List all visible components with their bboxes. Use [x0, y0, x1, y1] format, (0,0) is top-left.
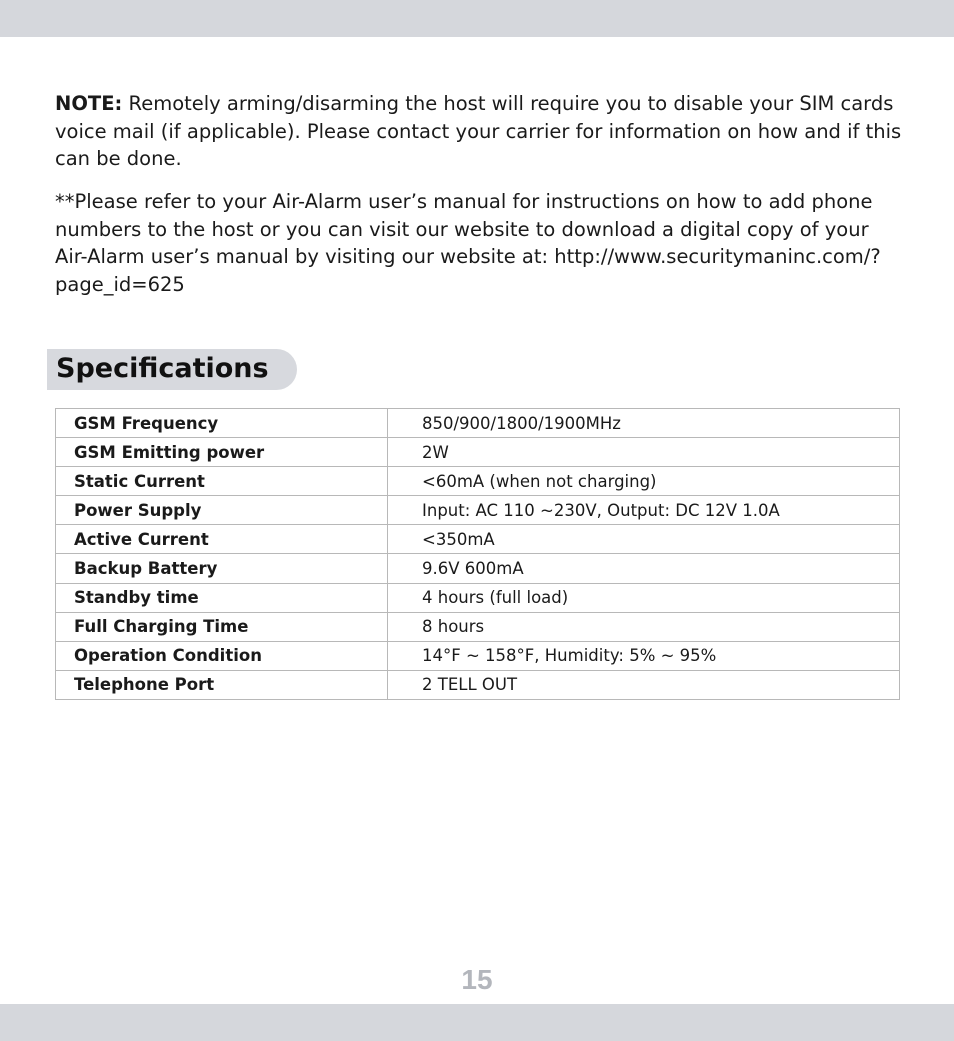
spec-value: 9.6V 600mA — [388, 554, 900, 583]
spec-name: Operation Condition — [56, 641, 388, 670]
spec-name: GSM Emitting power — [56, 438, 388, 467]
table-row — [56, 612, 900, 641]
spec-value: <60mA (when not charging) — [388, 467, 900, 496]
table-row — [56, 438, 900, 467]
spec-name: Standby time — [56, 583, 388, 612]
spec-value: 14°F ~ 158°F, Humidity: 5% ~ 95% — [388, 641, 900, 670]
table-row — [56, 525, 900, 554]
spec-value: 850/900/1800/1900MHz — [388, 409, 900, 438]
spec-name: Backup Battery — [56, 554, 388, 583]
specifications-table — [55, 408, 900, 700]
spec-value: 2 TELL OUT — [388, 670, 900, 699]
spec-value: 4 hours (full load) — [388, 583, 900, 612]
spec-name: Power Supply — [56, 496, 388, 525]
manual-reference-paragraph: **Please refer to your Air-Alarm user’s manual for instructions on how to add phone numbers to the host or you can visit our website to download a digital copy of your Air-Alarm user’s manual by visiting our website at: http://www.securitymaninc.com/?page_id=625 — [55, 190, 881, 296]
table-row — [56, 670, 900, 699]
spec-name: Static Current — [56, 467, 388, 496]
top-band — [0, 0, 954, 37]
note-text: Remotely arming/disarming the host will require you to disable your SIM cards voice mail (if applicable). Please contact your carrier for information on how and if this can be done. — [55, 92, 902, 170]
spec-name: Active Current — [56, 525, 388, 554]
spec-name: Telephone Port — [56, 670, 388, 699]
table-row — [56, 467, 900, 496]
table-row — [56, 583, 900, 612]
spec-value: 2W — [388, 438, 900, 467]
spec-value: 8 hours — [388, 612, 900, 641]
bottom-band — [0, 1004, 954, 1041]
note-paragraph — [55, 90, 905, 173]
note-label: NOTE: — [55, 92, 123, 115]
table-row — [56, 641, 900, 670]
spec-name: Full Charging Time — [56, 612, 388, 641]
spec-name: GSM Frequency — [56, 409, 388, 438]
table-row — [56, 554, 900, 583]
table-row — [56, 496, 900, 525]
spec-value: Input: AC 110 ~230V, Output: DC 12V 1.0A — [388, 496, 900, 525]
spec-value: <350mA — [388, 525, 900, 554]
table-row — [56, 409, 900, 438]
section-title: Specifications — [56, 353, 269, 384]
page-number: 15 — [461, 964, 493, 995]
